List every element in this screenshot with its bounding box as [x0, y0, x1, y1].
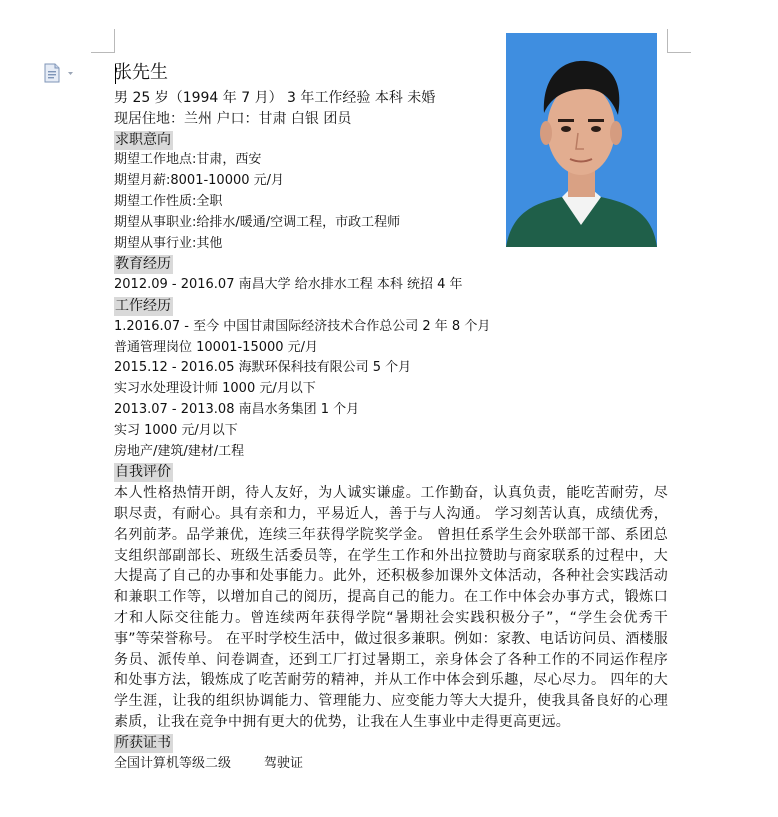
page-corner-mark: [91, 52, 115, 53]
section-heading-intention: 求职意向: [115, 131, 171, 148]
intention-item: 期望工作地点:甘肃，西安: [114, 152, 262, 168]
intention-item: 期望从事职业:给排水/暖通/空调工程，市政工程师: [114, 214, 401, 230]
intention-item: 期望月薪:8001-10000 元/月: [114, 173, 285, 189]
education-item: 2012.09 - 2016.07 南昌大学 给水排水工程 本科 统招 4 年: [114, 277, 463, 293]
work-item: 房地产/建筑/建材/工程: [114, 443, 245, 459]
work-item: 普通管理岗位 10001-15000 元/月: [114, 339, 319, 355]
work-item: 2013.07 - 2013.08 南昌水务集团 1 个月: [114, 401, 360, 417]
section-heading-self-eval: 自我评价: [115, 464, 171, 481]
section-heading-work: 工作经历: [115, 297, 171, 314]
certificates-line: 全国计算机等级二级 驾驶证: [114, 755, 304, 771]
self-evaluation-paragraph: 本人性格热情开朗，待人友好，为人诚实谦虚。工作勤奋，认真负责，能吃苦耐劳，尽职尽责，有耐心。具有亲和力，平易近人，善于与人沟通。 学习刻苦认真，成绩优秀，名列前茅。品学兼优，连续三年获得学院奖学金。 曾担任系学生会外联部干部、系团总支组织部副部长、班级生活委员等，在学生工作和外出拉赞助与商家联系的过程中，大大提高了自己的办事和处事能力。此外，还积极参加课外文体活动，各种社会实践活动和兼职工作等，以增加自己的阅历，提高自己的能力。在工作中体会办事方式，锻炼口才和人际交往能力。曾连续两年获得学院“暑期社会实践积极分子”，“学生会优秀干事”等荣誉称号。 在平时学校生活中，做过很多兼职。例如：家教、电话访问员、酒楼服务员、派传单、问卷调查，还到工厂打过暑期工，亲身体会了各种工作的不同运作程序和处事方法，锻炼成了吃苦耐劳的精神，并从工作中体会到乐趣，尽心尽力。 四年的大学生涯，让我的组织协调能力、管理能力、应变能力等大大提升，使我具备良好的心理素质，让我在竞争中拥有更大的优势，让我在人生事业中走得更高更远。: [114, 485, 668, 730]
dropdown-arrow-icon: [68, 72, 73, 75]
page-corner-mark: [114, 29, 115, 53]
page-corner-mark: [667, 52, 691, 53]
resume-document[interactable]: [114, 58, 672, 774]
basic-info: 男 25 岁（1994 年 7 月） 3 年工作经验 本科 未婚: [114, 90, 436, 106]
page-corner-mark: [667, 29, 668, 53]
section-heading-certificates: 所获证书: [115, 734, 171, 751]
work-item: 实习水处理设计师 1000 元/月以下: [114, 381, 316, 397]
document-icon[interactable]: [44, 63, 76, 83]
residence-info: 现居住地：兰州 户口：甘肃 白银 团员: [114, 110, 352, 127]
candidate-name: 张先生: [114, 62, 168, 83]
work-item: 2015.12 - 2016.05 海默环保科技有限公司 5 个月: [114, 360, 412, 376]
section-heading-education: 教育经历: [115, 256, 171, 273]
intention-item: 期望工作性质:全职: [114, 193, 223, 209]
intention-item: 期望从事行业:其他: [114, 235, 223, 251]
work-item: 实习 1000 元/月以下: [114, 422, 238, 438]
work-item: 1.2016.07 - 至今 中国甘肃国际经济技术合作总公司 2 年 8 个月: [114, 318, 491, 334]
